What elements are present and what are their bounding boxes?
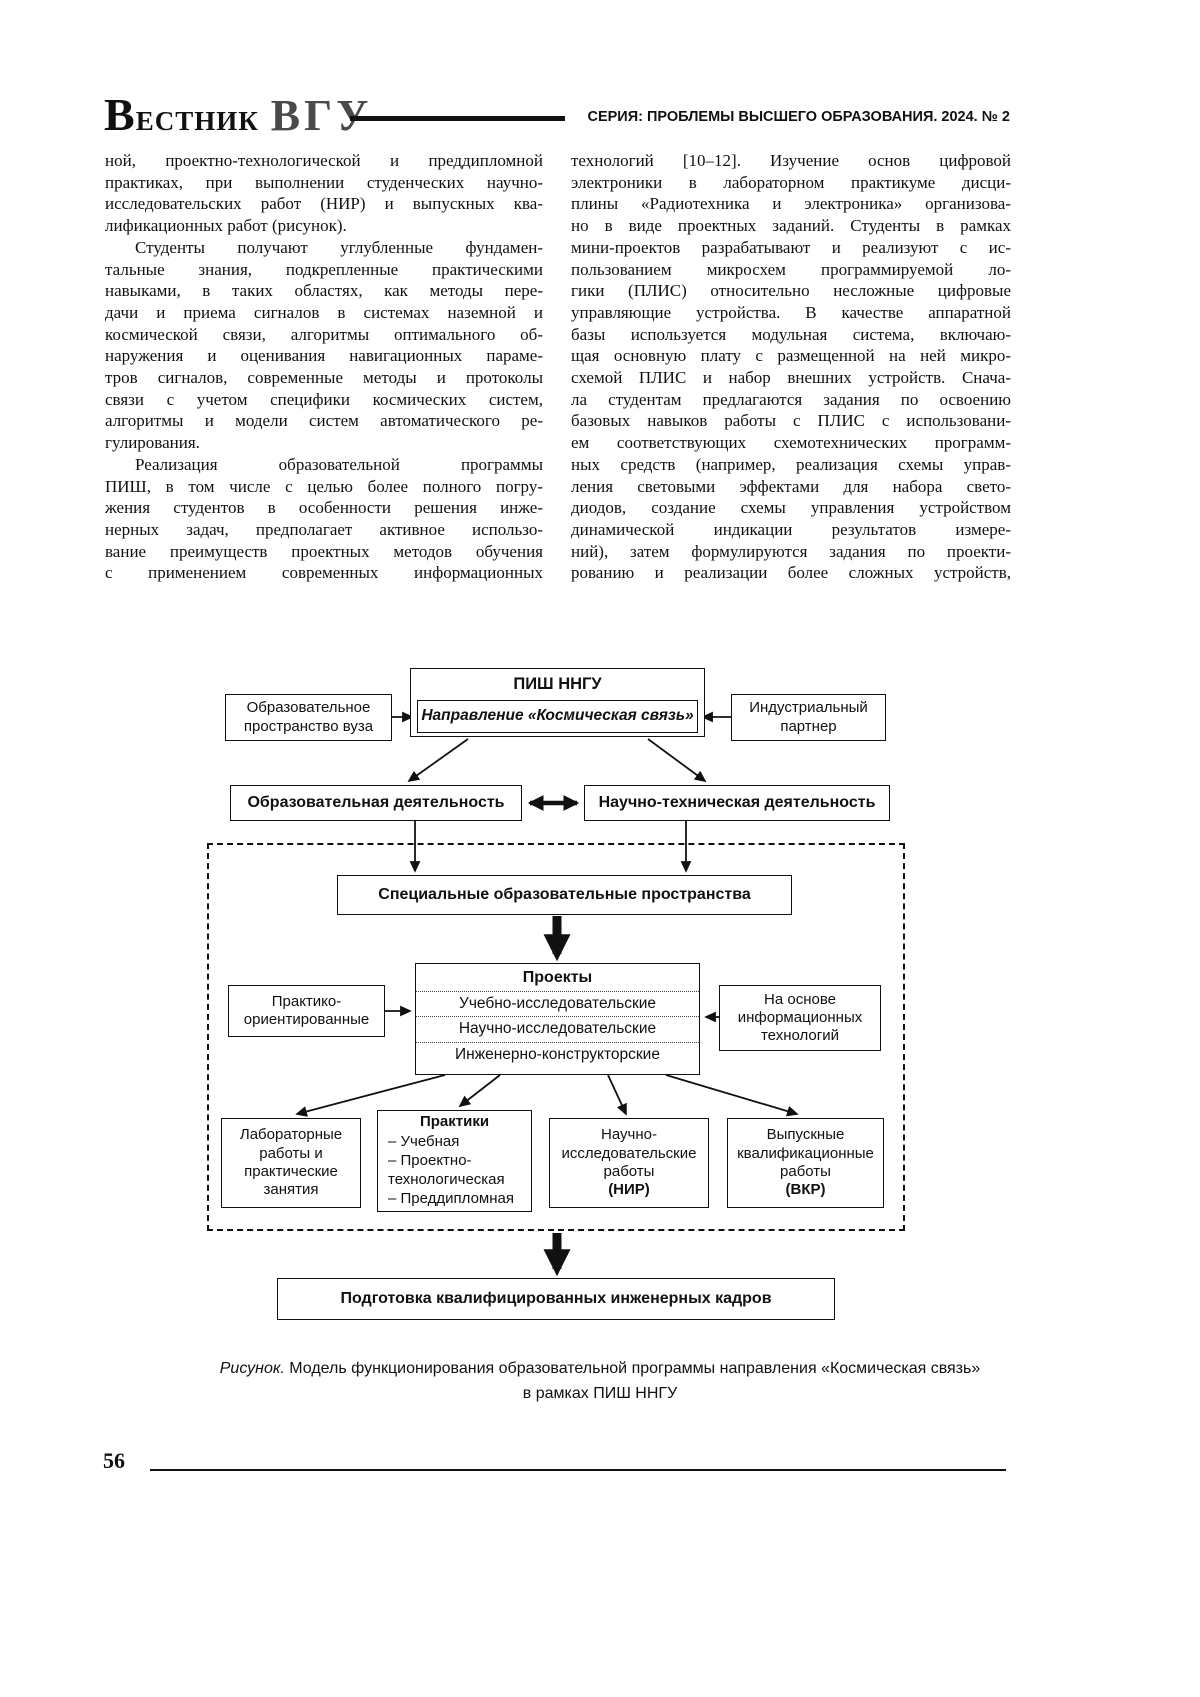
- left-column: [105, 150, 543, 584]
- box-scientific-activity: [584, 785, 890, 821]
- body-line: лификационных работ (рисунок).: [105, 216, 347, 236]
- box-nir: [549, 1118, 709, 1208]
- figure-caption: [100, 1356, 1100, 1406]
- educational-activity-label: Образовательная деятельность: [247, 794, 505, 812]
- footer-rule: [150, 1469, 1006, 1471]
- direction-label: Направление «Космическая связь»: [421, 707, 694, 725]
- arrow-pish-to-sci-activity: [648, 739, 705, 781]
- body-line: жения студентов в особенности решения инже-: [105, 498, 543, 518]
- body-line: с применением современных информационных: [105, 563, 543, 583]
- body-line: технологий [10–12]. Изучение основ цифровой: [571, 151, 1011, 170]
- body-line: базовых навыков работы с ПЛИС с использовани-: [571, 411, 1011, 431]
- body-line: нерных задач, предполагает активное использо-: [105, 519, 543, 539]
- body-line: алгоритмы и модели систем автоматического ре-: [105, 411, 543, 431]
- body-line: электроники в лабораторном практикуме дисци-: [571, 172, 1011, 192]
- body-line: Студенты получают углубленные фундамен-: [135, 237, 543, 257]
- box-final-training: [277, 1278, 835, 1320]
- body-line: наружения и оценивания навигационных параме-: [105, 346, 543, 366]
- logo-rest: ЕСТНИК: [135, 106, 259, 136]
- body-line: плины «Радиотехника и электроника» организова-: [571, 194, 1011, 214]
- series-title: СЕРИЯ: ПРОБЛЕМЫ ВЫСШЕГО ОБРАЗОВАНИЯ. 2024. № 2: [587, 109, 1010, 125]
- figure-diagram: [0, 655, 1200, 1340]
- caption-label: Рисунок.: [219, 1360, 285, 1377]
- vkr-lines: Выпускные квалификационные работы: [737, 1126, 874, 1180]
- practices-items: – Учебная – Проектно- технологическая – Преддипломная: [388, 1132, 514, 1208]
- body-line: мини-проектов разрабатывают и реализуют с ис-: [571, 237, 1011, 257]
- body-line: дачи и приема сигналов в системах наземной и: [105, 302, 543, 322]
- body-line: ний), затем формулируются задания по проекти-: [571, 541, 1011, 561]
- body-line: ных средств (например, реализация схемы управ-: [571, 454, 1011, 474]
- vkr-abbr: (ВКР): [785, 1181, 826, 1199]
- body-line: но в виде проектных заданий. Студенты в рамках: [571, 216, 1011, 236]
- body-line: гулирования.: [105, 433, 200, 453]
- body-line: вание преимуществ проектных методов обучения: [105, 541, 543, 561]
- body-line: ПИШ, в том числе с целью более полного погру-: [105, 476, 543, 496]
- box-educational-activity: [230, 785, 522, 821]
- box-projects: [415, 963, 700, 1075]
- journal-logo: [104, 88, 372, 141]
- box-practice-oriented: [228, 985, 385, 1037]
- labs-label: Лабораторные работы и практические занятия: [239, 1126, 343, 1199]
- box-direction-space-comm: [417, 700, 698, 733]
- final-training-label: Подготовка квалифицированных инженерных кадров: [340, 1290, 772, 1308]
- body-line: базы используется модульная система, включаю-: [571, 324, 1011, 344]
- body-line: щая основную плату с размещенной на ней микро-: [571, 346, 1011, 366]
- body-line: гики (ПЛИС) относительно несложные цифровые: [571, 281, 1011, 301]
- box-vkr: [727, 1118, 884, 1208]
- box-practices: [377, 1110, 532, 1212]
- body-line: навыками, в таких областях, как методы пере-: [105, 281, 543, 301]
- logo-initial: В: [104, 89, 136, 140]
- right-column: [571, 150, 1011, 584]
- body-line: диодов, создание схемы управления устройством: [571, 498, 1011, 518]
- practice-oriented-label: Практико- ориентированные: [243, 992, 370, 1028]
- body-line: ла студентам предлагаются задания по освоению: [571, 389, 1011, 409]
- body-line: тров сигналов, современные методы и протоколы: [105, 368, 543, 388]
- arrow-pish-to-edu-activity: [409, 739, 468, 781]
- body-line: управляющие устройства. В качестве аппаратной: [571, 302, 1011, 322]
- nir-lines: Научно- исследовательские работы: [561, 1126, 697, 1180]
- projects-title: Проекты: [522, 969, 593, 986]
- box-special-spaces: [337, 875, 792, 915]
- special-spaces-label: Специальные образовательные пространства: [378, 886, 751, 904]
- industrial-partner-label: Индустриальный партнер: [749, 699, 868, 735]
- box-educational-space: [225, 694, 392, 741]
- it-based-label: На основе информационных технологий: [737, 990, 863, 1045]
- box-labs: [221, 1118, 361, 1208]
- caption-text: Модель функционирования образовательной программы направления «Космическая связь»: [284, 1360, 981, 1377]
- body-line: исследовательских работ (НИР) и выпускных ква-: [105, 194, 543, 214]
- educational-space-label: Образовательное пространство вуза: [243, 699, 374, 735]
- header-double-rule: [350, 116, 565, 121]
- scientific-activity-label: Научно-техническая деятельность: [598, 794, 876, 812]
- nir-abbr: (НИР): [608, 1181, 650, 1199]
- projects-row-engineering-design: Инженерно-конструкторские: [416, 1042, 699, 1068]
- box-industrial-partner: [731, 694, 886, 741]
- body-line: рованию и реализации более сложных устройств,: [571, 563, 1011, 583]
- body-line: ем соответствующих схемотехнических программ-: [571, 433, 1011, 453]
- projects-row-scientific-research: Научно-исследовательские: [416, 1016, 699, 1042]
- practices-title: Практики: [419, 1113, 490, 1131]
- pish-title: ПИШ ННГУ: [513, 675, 602, 693]
- body-line: космической связи, алгоритмы оптимального об-: [105, 324, 543, 344]
- body-line: ления световыми эффектами для набора свето-: [571, 476, 1011, 496]
- logo-abbr: ВГУ: [270, 91, 373, 140]
- body-line: схемой ПЛИС и набор внешних устройств. Снача-: [571, 368, 1011, 388]
- body-line: пользованием микросхем программируемой ло-: [571, 259, 1011, 279]
- body-line: тальные знания, подкрепленные практическими: [105, 259, 543, 279]
- body-line: ной, проектно-технологической и преддипломной: [105, 151, 543, 170]
- body-line: Реализация образовательной программы: [135, 454, 543, 474]
- body-line: динамической индикации результатов измере-: [571, 519, 1011, 539]
- body-line: практиках, при выполнении студенческих научно-: [105, 172, 543, 192]
- body-line: связи с учетом специфики космических систем,: [105, 389, 543, 409]
- projects-row-educational-research: Учебно-исследовательские: [416, 991, 699, 1017]
- page-number: 56: [103, 1448, 125, 1473]
- caption-line2: в рамках ПИШ ННГУ: [522, 1385, 678, 1402]
- box-it-based: [719, 985, 881, 1051]
